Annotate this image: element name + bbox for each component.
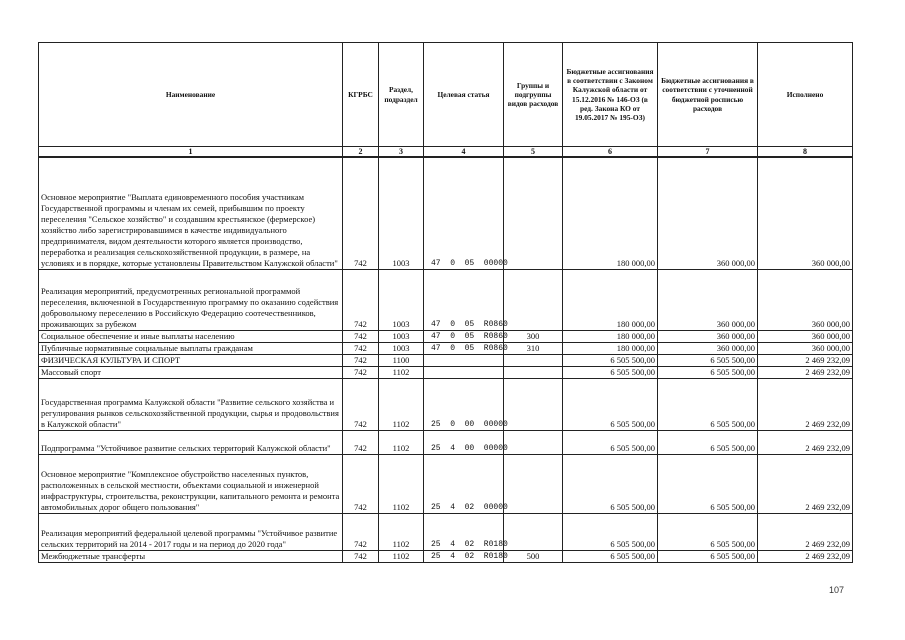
row-name: Реализация мероприятий федеральной целевой программы "Устойчивое развитие сельских территорий на 2014 - 2017 годы и на период до 2020 года" xyxy=(39,513,343,550)
column-number: 1 xyxy=(39,147,343,158)
row-executed: 2 469 232,09 xyxy=(758,354,853,366)
row-plan: 180 000,00 xyxy=(563,342,658,354)
row-kgrbs: 742 xyxy=(343,378,379,430)
row-executed: 2 469 232,09 xyxy=(758,430,853,454)
row-executed: 2 469 232,09 xyxy=(758,378,853,430)
row-group xyxy=(504,354,563,366)
row-name: Публичные нормативные социальные выплаты гражданам xyxy=(39,342,343,354)
row-executed: 360 000,00 xyxy=(758,269,853,330)
row-name: Подпрограмма "Устойчивое развитие сельских территорий Калужской области" xyxy=(39,430,343,454)
table-row xyxy=(39,157,853,269)
column-number: 2 xyxy=(343,147,379,158)
row-target: 25 4 00 00000 xyxy=(424,430,504,454)
page-number: 107 xyxy=(829,585,845,595)
row-section: 1003 xyxy=(379,157,424,269)
header-budget-law: Бюджетные ассигнования в соответствии с Законом Калужской области от 15.12.2016 № 146-ОЗ (в ред. Закона КО от 19.05.2017 № 195-ОЗ) xyxy=(563,43,658,147)
row-refined: 360 000,00 xyxy=(658,269,758,330)
table-row xyxy=(39,430,853,454)
row-refined: 6 505 500,00 xyxy=(658,366,758,378)
row-kgrbs: 742 xyxy=(343,330,379,342)
row-executed: 360 000,00 xyxy=(758,330,853,342)
row-section: 1003 xyxy=(379,269,424,330)
row-name: Государственная программа Калужской области "Развитие сельского хозяйства и регулирования рынков сельскохозяйственной продукции, сырья и продовольствия в Калужской области" xyxy=(39,378,343,430)
row-section: 1003 xyxy=(379,330,424,342)
row-group xyxy=(504,454,563,513)
row-kgrbs: 742 xyxy=(343,342,379,354)
table-row xyxy=(39,366,853,378)
header-executed: Исполнено xyxy=(758,43,853,147)
row-section: 1102 xyxy=(379,430,424,454)
column-number: 6 xyxy=(563,147,658,158)
row-target: 25 0 00 00000 xyxy=(424,378,504,430)
header-row xyxy=(39,43,853,147)
table-row xyxy=(39,342,853,354)
row-refined: 6 505 500,00 xyxy=(658,513,758,550)
column-number: 3 xyxy=(379,147,424,158)
header-groups: Группы и подгруппы видов расходов xyxy=(504,43,563,147)
table-row xyxy=(39,513,853,550)
row-name: Реализация мероприятий, предусмотренных региональной программой переселения, включенной в Государственную программу по оказанию содействия добровольному переселению в Российскую Федерацию соотечественников, проживающих за рубежом xyxy=(39,269,343,330)
row-group xyxy=(504,513,563,550)
row-executed: 360 000,00 xyxy=(758,157,853,269)
table-row xyxy=(39,269,853,330)
row-executed: 360 000,00 xyxy=(758,342,853,354)
row-target: 47 0 05 00000 xyxy=(424,157,504,269)
row-plan: 180 000,00 xyxy=(563,157,658,269)
row-section: 1003 xyxy=(379,342,424,354)
row-refined: 6 505 500,00 xyxy=(658,430,758,454)
row-kgrbs: 742 xyxy=(343,430,379,454)
row-name: Межбюджетные трансферты xyxy=(39,550,343,562)
budget-table xyxy=(38,42,853,563)
column-number: 4 xyxy=(424,147,504,158)
row-group: 300 xyxy=(504,330,563,342)
row-kgrbs: 742 xyxy=(343,550,379,562)
row-plan: 6 505 500,00 xyxy=(563,454,658,513)
row-executed: 2 469 232,09 xyxy=(758,550,853,562)
row-group: 310 xyxy=(504,342,563,354)
header-budget-refined: Бюджетные ассигнования в соответствии с уточненной бюджетной росписью расходов xyxy=(658,43,758,147)
row-section: 1102 xyxy=(379,550,424,562)
row-kgrbs: 742 xyxy=(343,269,379,330)
row-kgrbs: 742 xyxy=(343,366,379,378)
row-name: ФИЗИЧЕСКАЯ КУЛЬТУРА И СПОРТ xyxy=(39,354,343,366)
row-group xyxy=(504,430,563,454)
row-kgrbs: 742 xyxy=(343,454,379,513)
column-number-row xyxy=(39,147,853,158)
row-section: 1102 xyxy=(379,513,424,550)
row-plan: 6 505 500,00 xyxy=(563,550,658,562)
row-executed: 2 469 232,09 xyxy=(758,454,853,513)
header-kgrbs: КГРБС xyxy=(343,43,379,147)
row-plan: 6 505 500,00 xyxy=(563,366,658,378)
row-group xyxy=(504,157,563,269)
row-executed: 2 469 232,09 xyxy=(758,513,853,550)
row-refined: 360 000,00 xyxy=(658,330,758,342)
row-group xyxy=(504,378,563,430)
row-group xyxy=(504,366,563,378)
table-row xyxy=(39,454,853,513)
row-kgrbs: 742 xyxy=(343,354,379,366)
row-name: Основное мероприятие "Выплата единовременного пособия участникам Государственной программы и членам их семей, прибывшим по проекту переселения "Сельское хозяйство" и создавшим крестьянское (фермерское) хозяйство либо зарегистрировавшимся в качестве индивидуального предпринимателя, видом деятельности которого является производство, переработка и реализация сельскохозяйственной продукции, в размере, на условиях и в порядке, которые установлены Правительством Калужской области" xyxy=(39,157,343,269)
row-target: 47 0 05 R0860 xyxy=(424,269,504,330)
column-number: 8 xyxy=(758,147,853,158)
column-number: 7 xyxy=(658,147,758,158)
table-row xyxy=(39,550,853,562)
row-plan: 6 505 500,00 xyxy=(563,354,658,366)
row-plan: 6 505 500,00 xyxy=(563,430,658,454)
row-name: Основное мероприятие "Комплексное обустройство населенных пунктов, расположенных в сельской местности, объектами социальной и инженерной инфраструктуры, строительства, реконструкции, капитального ремонта и ремонта автомобильных дорог общего пользования" xyxy=(39,454,343,513)
row-name: Социальное обеспечение и иные выплаты населению xyxy=(39,330,343,342)
row-target: 47 0 05 R0860 xyxy=(424,330,504,342)
row-section: 1100 xyxy=(379,354,424,366)
row-target: 47 0 05 R0860 xyxy=(424,342,504,354)
header-target: Целевая статья xyxy=(424,43,504,147)
row-section: 1102 xyxy=(379,366,424,378)
row-target: 25 4 02 00000 xyxy=(424,454,504,513)
row-plan: 180 000,00 xyxy=(563,269,658,330)
row-target xyxy=(424,366,504,378)
row-section: 1102 xyxy=(379,454,424,513)
row-name: Массовый спорт xyxy=(39,366,343,378)
row-refined: 6 505 500,00 xyxy=(658,454,758,513)
row-section: 1102 xyxy=(379,378,424,430)
row-target xyxy=(424,354,504,366)
row-refined: 360 000,00 xyxy=(658,342,758,354)
row-plan: 6 505 500,00 xyxy=(563,378,658,430)
budget-report-sheet xyxy=(38,42,852,563)
row-refined: 6 505 500,00 xyxy=(658,378,758,430)
row-plan: 180 000,00 xyxy=(563,330,658,342)
table-row xyxy=(39,378,853,430)
row-target: 25 4 02 R0180 xyxy=(424,513,504,550)
row-refined: 360 000,00 xyxy=(658,157,758,269)
row-refined: 6 505 500,00 xyxy=(658,550,758,562)
header-section: Раздел, подраздел xyxy=(379,43,424,147)
row-plan: 6 505 500,00 xyxy=(563,513,658,550)
row-group xyxy=(504,269,563,330)
row-refined: 6 505 500,00 xyxy=(658,354,758,366)
row-group: 500 xyxy=(504,550,563,562)
row-kgrbs: 742 xyxy=(343,157,379,269)
column-number: 5 xyxy=(504,147,563,158)
header-name: Наименование xyxy=(39,43,343,147)
table-row xyxy=(39,330,853,342)
row-executed: 2 469 232,09 xyxy=(758,366,853,378)
row-kgrbs: 742 xyxy=(343,513,379,550)
table-row xyxy=(39,354,853,366)
row-target: 25 4 02 R0180 xyxy=(424,550,504,562)
